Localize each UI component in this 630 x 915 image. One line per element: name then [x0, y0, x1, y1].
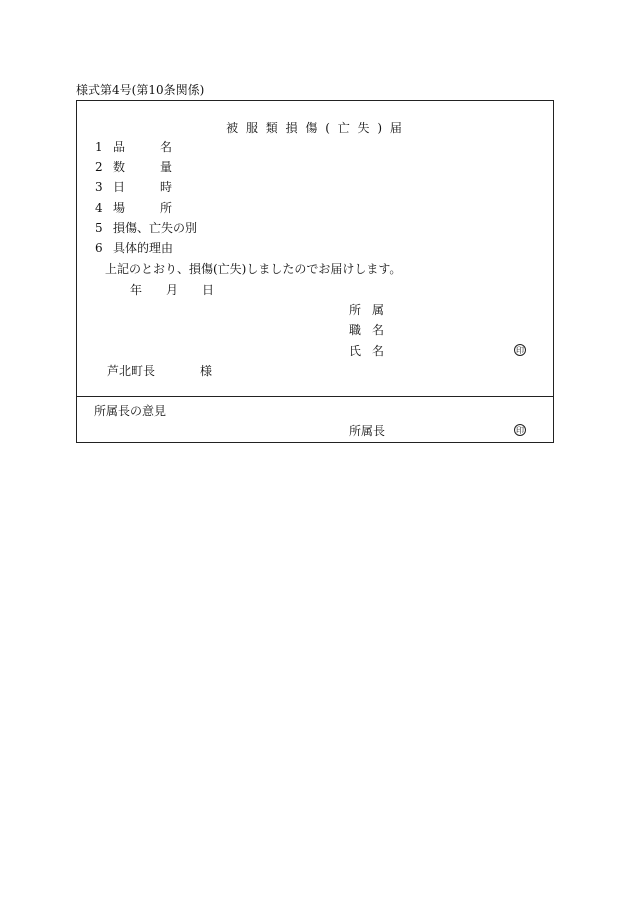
date-month: 月 [166, 283, 179, 297]
item-label-6: 具体的理由 [113, 241, 174, 255]
name-label-b: 名 [372, 344, 385, 358]
affiliation-label-a: 所 [349, 303, 362, 317]
item-label-3-b: 時 [160, 180, 173, 194]
date-day: 日 [202, 283, 215, 297]
addressee-honorific: 様 [200, 364, 213, 378]
date-year: 年 [130, 283, 143, 297]
item-number-2: 2 [95, 160, 103, 174]
position-label-a: 職 [349, 323, 362, 337]
item-label-2-a: 数 [113, 160, 126, 174]
position-label-b: 名 [372, 323, 385, 337]
affiliation-label-b: 属 [372, 303, 385, 317]
applicant-seal-icon: 印 [516, 346, 524, 355]
item-label-2-b: 量 [160, 160, 173, 174]
form-title: 被 服 類 損 傷 ( 亡 失 ) 届 [226, 121, 404, 135]
item-number-1: 1 [95, 140, 103, 154]
item-label-4-b: 所 [160, 201, 173, 215]
supervisor-signer-label: 所属長 [349, 424, 386, 438]
item-label-3-a: 日 [113, 180, 126, 194]
item-label-1-a: 品 [113, 140, 126, 154]
form-number-label: 様式第4号(第10条関係) [76, 83, 205, 97]
item-label-4-a: 場 [113, 201, 126, 215]
supervisor-opinion-label: 所属長の意見 [94, 404, 167, 418]
section-divider [76, 396, 554, 397]
item-number-5: 5 [95, 221, 103, 235]
name-label-a: 氏 [349, 344, 362, 358]
item-number-6: 6 [95, 241, 103, 255]
supervisor-seal-icon: 印 [516, 426, 524, 435]
addressee-name: 芦北町長 [107, 364, 156, 378]
declaration-statement: 上記のとおり、損傷(亡失)しましたのでお届けします。 [105, 262, 402, 276]
item-label-5: 損傷、亡失の別 [113, 221, 198, 235]
item-number-4: 4 [95, 201, 103, 215]
item-label-1-b: 名 [160, 140, 173, 154]
item-number-3: 3 [95, 180, 103, 194]
